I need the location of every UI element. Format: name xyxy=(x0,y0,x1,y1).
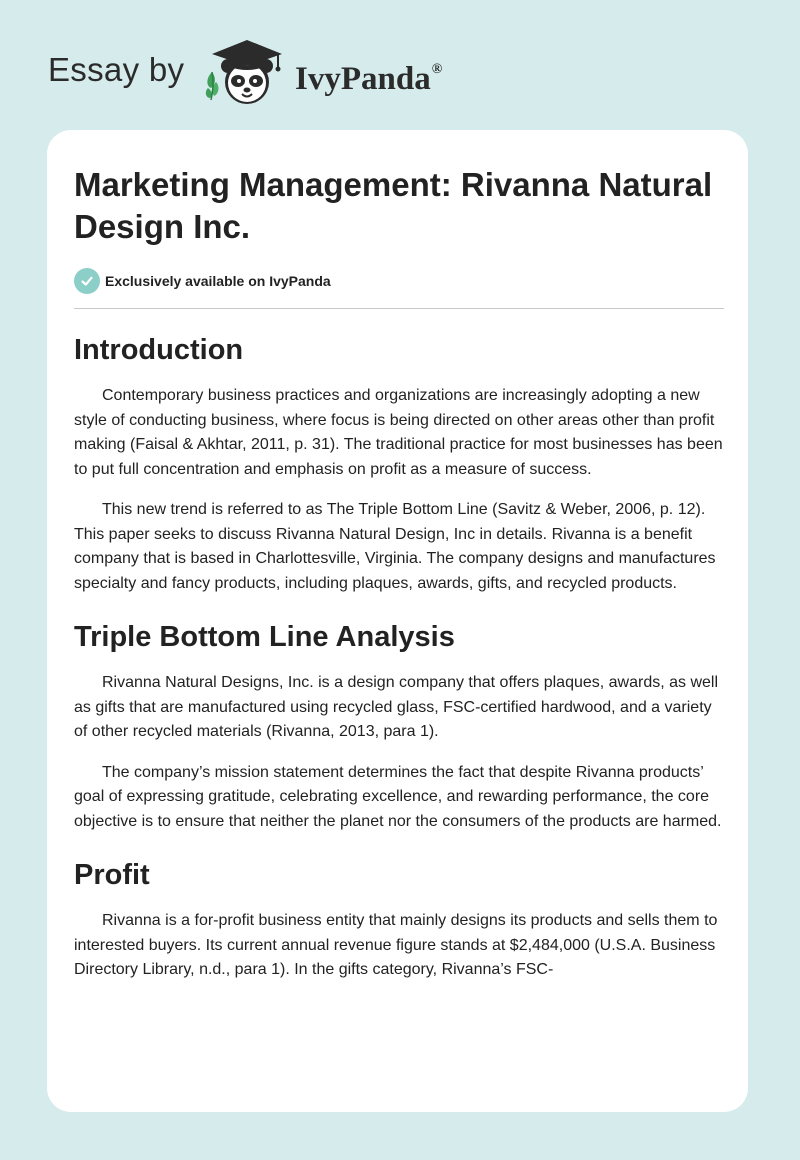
section-heading-triple-bottom-line: Triple Bottom Line Analysis xyxy=(74,621,455,653)
paragraph: The company’s mission statement determines the fact that despite Rivanna products’ goal of expressing gratitude, celebrating excellence, and rewarding performance, the core objective is to ensure that neither the planet nor the consumers of the products are harmed. xyxy=(74,763,722,830)
registered-mark: ® xyxy=(431,62,443,77)
paragraph: Rivanna is a for-profit business entity that mainly designs its products and sells them to interested buyers. Its current annual revenue figure stands at $2,484,000 (U.S.A. Business Directory Library, n.d., para 1). In the gifts category, Rivanna’s FSC- xyxy=(74,912,718,978)
section-heading-profit: Profit xyxy=(74,859,150,891)
brand-text: IvyPanda xyxy=(295,61,431,97)
exclusive-badge xyxy=(74,268,724,294)
paragraph: Rivanna Natural Designs, Inc. is a design company that offers plaques, awards, as well as gifts that are manufactured using recycled glass, FSC-certified hardwood, and a variety of other recycled materials (Rivanna, 2013, para 1). xyxy=(74,674,719,740)
panda-graduate-icon[interactable] xyxy=(202,36,292,108)
check-icon xyxy=(74,268,100,294)
article-card xyxy=(47,130,748,1112)
article-content xyxy=(74,164,724,983)
brand-name[interactable] xyxy=(295,54,442,99)
paragraph: Contemporary business practices and organizations are increasingly adopting a new style of conducting business, where focus is being directed on other areas other than profit making (Faisal & Akhtar, 2011, p. 31). The traditional practice for most businesses has been to put full concentration and emphasis on profit as a measure of success. xyxy=(74,387,723,478)
badge-label: Exclusively available on IvyPanda xyxy=(105,273,331,289)
essay-by-label: Essay by xyxy=(48,51,185,88)
title-divider xyxy=(74,308,724,309)
site-header xyxy=(0,0,800,130)
article-title: Marketing Management: Rivanna Natural Design Inc. xyxy=(74,166,713,245)
paragraph: This new trend is referred to as The Triple Bottom Line (Savitz & Weber, 2006, p. 12). This paper seeks to discuss Rivanna Natural Design, Inc in details. Rivanna is a benefit company that is based in Charlottesville, Virginia. The company designs and manufactures specialty and fancy products, including plaques, awards, gifts, and recycled products. xyxy=(74,501,716,592)
section-heading-introduction: Introduction xyxy=(74,334,244,366)
